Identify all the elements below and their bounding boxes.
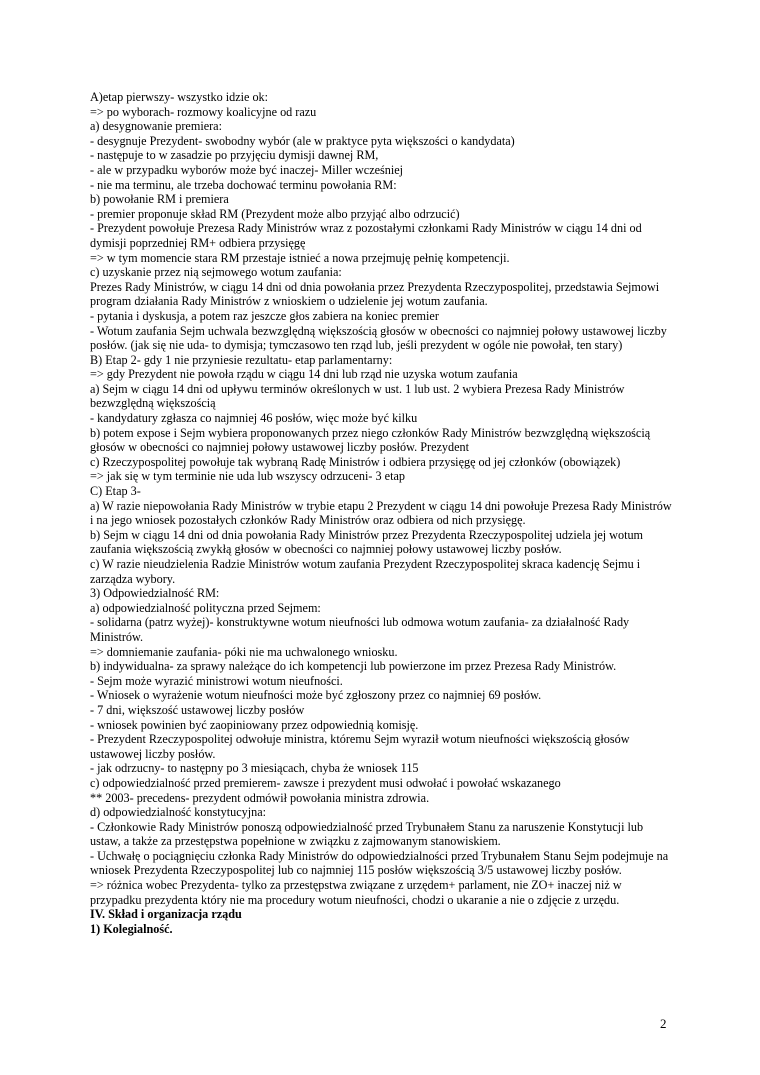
- text-paragraph: - wniosek powinien być zaopiniowany przez odpowiednią komisję.: [90, 717, 419, 732]
- text-paragraph: => w tym momencie stara RM przestaje istnieć a nowa przejmuję pełnię kompetencji.: [90, 250, 510, 265]
- text-paragraph: c) W razie nieudzielenia Radzie Ministrów wotum zaufania Prezydent Rzeczypospolitej skraca kadencję Sejmu i zarządza wybory.: [90, 557, 641, 586]
- text-paragraph: - Wniosek o wyrażenie wotum nieufności może być zgłoszony przez co najmniej 69 posłów.: [90, 688, 542, 703]
- text-paragraph: 3) Odpowiedzialność RM:: [90, 586, 220, 601]
- text-paragraph: => gdy Prezydent nie powoła rządu w ciągu 14 dni lub rząd nie uzyska wotum zaufania: [90, 367, 518, 382]
- text-paragraph: - Wotum zaufania Sejm uchwala bezwzględną większością głosów w obecności co najmniej połowy ustawowej liczby posłów. (jak się nie uda- to dymisja; tymczasowo ten rząd lub, jeśli prezydent w ogóle nie powołał, ten stary): [90, 323, 667, 353]
- text-paragraph: - solidarna (patrz wyżej)- konstruktywne wotum nieufności lub odmowa wotum zaufania- za działalność Rady Ministrów.: [90, 615, 630, 644]
- text-paragraph: - Prezydent Rzeczypospolitej odwołuje ministra, któremu Sejm wyraził wotum nieufności większością głosów ustawowej liczby posłów.: [90, 732, 630, 761]
- text-paragraph: - nie ma terminu, ale trzeba dochować terminu powołania RM:: [90, 177, 397, 192]
- text-paragraph: - kandydatury zgłasza co najmniej 46 posłów, więc może być kilku: [90, 411, 418, 426]
- text-paragraph: - Prezydent powołuje Prezesa Rady Ministrów wraz z pozostałymi członkami Rady Ministrów w ciągu 14 dni od dymisji poprzedniej RM+ odbiera przysięgę: [90, 221, 642, 250]
- text-paragraph: C) Etap 3-: [90, 484, 141, 499]
- text-paragraph: => domniemanie zaufania- póki nie ma uchwalonego wniosku.: [90, 644, 398, 659]
- text-paragraph: - pytania i dyskusja, a potem raz jeszcze głos zabiera na koniec premier: [90, 308, 439, 323]
- text-paragraph: - Uchwałę o pociągnięciu członka Rady Ministrów do odpowiedzialności przed Trybunałem Stanu Sejm podejmuje na wniosek Prezydenta Rzeczypospolitej lub co najmniej 115 posłów większością 3/5 ustawowej liczby posłów.: [90, 848, 669, 878]
- text-paragraph: - desygnuje Prezydent- swobodny wybór (ale w praktyce pyta większości o kandydata): [90, 133, 515, 148]
- text-paragraph: A)etap pierwszy- wszystko idzie ok:: [90, 90, 269, 104]
- text-paragraph: b) Sejm w ciągu 14 dni od dnia powołania Rady Ministrów przez Prezydenta Rzeczypospolitej udziela jej wotum zaufania większością zwykłą głosów w obecności co najmniej połowy ustawowej liczby posłów.: [90, 527, 644, 557]
- text-paragraph: c) uzyskanie przez nią sejmowego wotum zaufania:: [90, 265, 342, 280]
- text-paragraph: B) Etap 2- gdy 1 nie przyniesie rezultatu- etap parlamentarny:: [90, 352, 393, 367]
- text-paragraph: a) odpowiedzialność polityczna przed Sejmem:: [90, 600, 321, 615]
- text-paragraph: => po wyborach- rozmowy koalicyjne od razu: [90, 104, 317, 119]
- text-paragraph: b) potem expose i Sejm wybiera proponowanych przez niego członków Rady Ministrów bezwzględną większością głosów w obecności co najmniej połowy ustawowej liczby posłów. Prezydent: [90, 425, 651, 455]
- document-body: [90, 90, 675, 936]
- text-paragraph: ** 2003- precedens- prezydent odmówił powołania ministra zdrowia.: [90, 790, 430, 805]
- section-heading: 1) Kolegialność.: [90, 921, 173, 936]
- text-paragraph: - premier proponuje skład RM (Prezydent może albo przyjąć albo odrzucić): [90, 206, 460, 221]
- text-paragraph: c) odpowiedzialność przed premierem- zawsze i prezydent musi odwołać i powołać wskazanego: [90, 775, 561, 790]
- text-paragraph: a) W razie niepowołania Rady Ministrów w trybie etapu 2 Prezydent w ciągu 14 dni powołuje Prezesa Rady Ministrów i na jego wniosek pozostałych członków Rady Ministrów oraz odbiera od nich przysięgę.: [90, 498, 672, 528]
- text-paragraph: - jak odrzucny- to następny po 3 miesiącach, chyba że wniosek 115: [90, 761, 419, 776]
- text-paragraph: a) desygnowanie premiera:: [90, 119, 222, 134]
- text-paragraph: - Członkowie Rady Ministrów ponoszą odpowiedzialność przed Trybunałem Stanu za naruszenie Konstytucji lub ustaw, a także za przestępstwa popełnione w związku z zajmowanym stanowiskiem.: [90, 819, 644, 849]
- text-paragraph: d) odpowiedzialność konstytucyjna:: [90, 805, 267, 820]
- text-paragraph: b) indywidualna- za sprawy należące do ich kompetencji lub powierzone im przez Prezesa Rady Ministrów.: [90, 659, 617, 674]
- text-paragraph: c) Rzeczypospolitej powołuje tak wybraną Radę Ministrów i odbiera przysięgę od jej członków (obowiązek): [90, 454, 621, 469]
- text-paragraph: - następuje to w zasadzie po przyjęciu dymisji dawnej RM,: [90, 148, 379, 163]
- page-number: 2: [660, 1016, 667, 1031]
- text-paragraph: - Sejm może wyrazić ministrowi wotum nieufności.: [90, 673, 343, 688]
- text-paragraph: - 7 dni, większość ustawowej liczby posłów: [90, 702, 305, 717]
- text-paragraph: => różnica wobec Prezydenta- tylko za przestępstwa związane z urzędem+ parlament, nie ZO+ inaczej niż w przypadku prezydenta który nie ma procedury wotum nieufności, chodzi o ukaranie a nie o zdjęcie z urzędu.: [90, 878, 622, 907]
- text-paragraph: Prezes Rady Ministrów, w ciągu 14 dni od dnia powołania przez Prezydenta Rzeczypospolitej, przedstawia Sejmowi program działania Rady Ministrów z wnioskiem o udzielenie jej wotum zaufania.: [90, 279, 660, 309]
- text-paragraph: a) Sejm w ciągu 14 dni od upływu terminów określonych w ust. 1 lub ust. 2 wybiera Prezesa Rady Ministrów bezwzględną większością: [90, 381, 625, 411]
- text-paragraph: - ale w przypadku wyborów może być inaczej- Miller wcześniej: [90, 162, 404, 177]
- section-heading: IV. Skład i organizacja rządu: [90, 907, 242, 922]
- text-paragraph: b) powołanie RM i premiera: [90, 192, 229, 207]
- text-paragraph: => jak się w tym terminie nie uda lub wszyscy odrzuceni- 3 etap: [90, 469, 405, 484]
